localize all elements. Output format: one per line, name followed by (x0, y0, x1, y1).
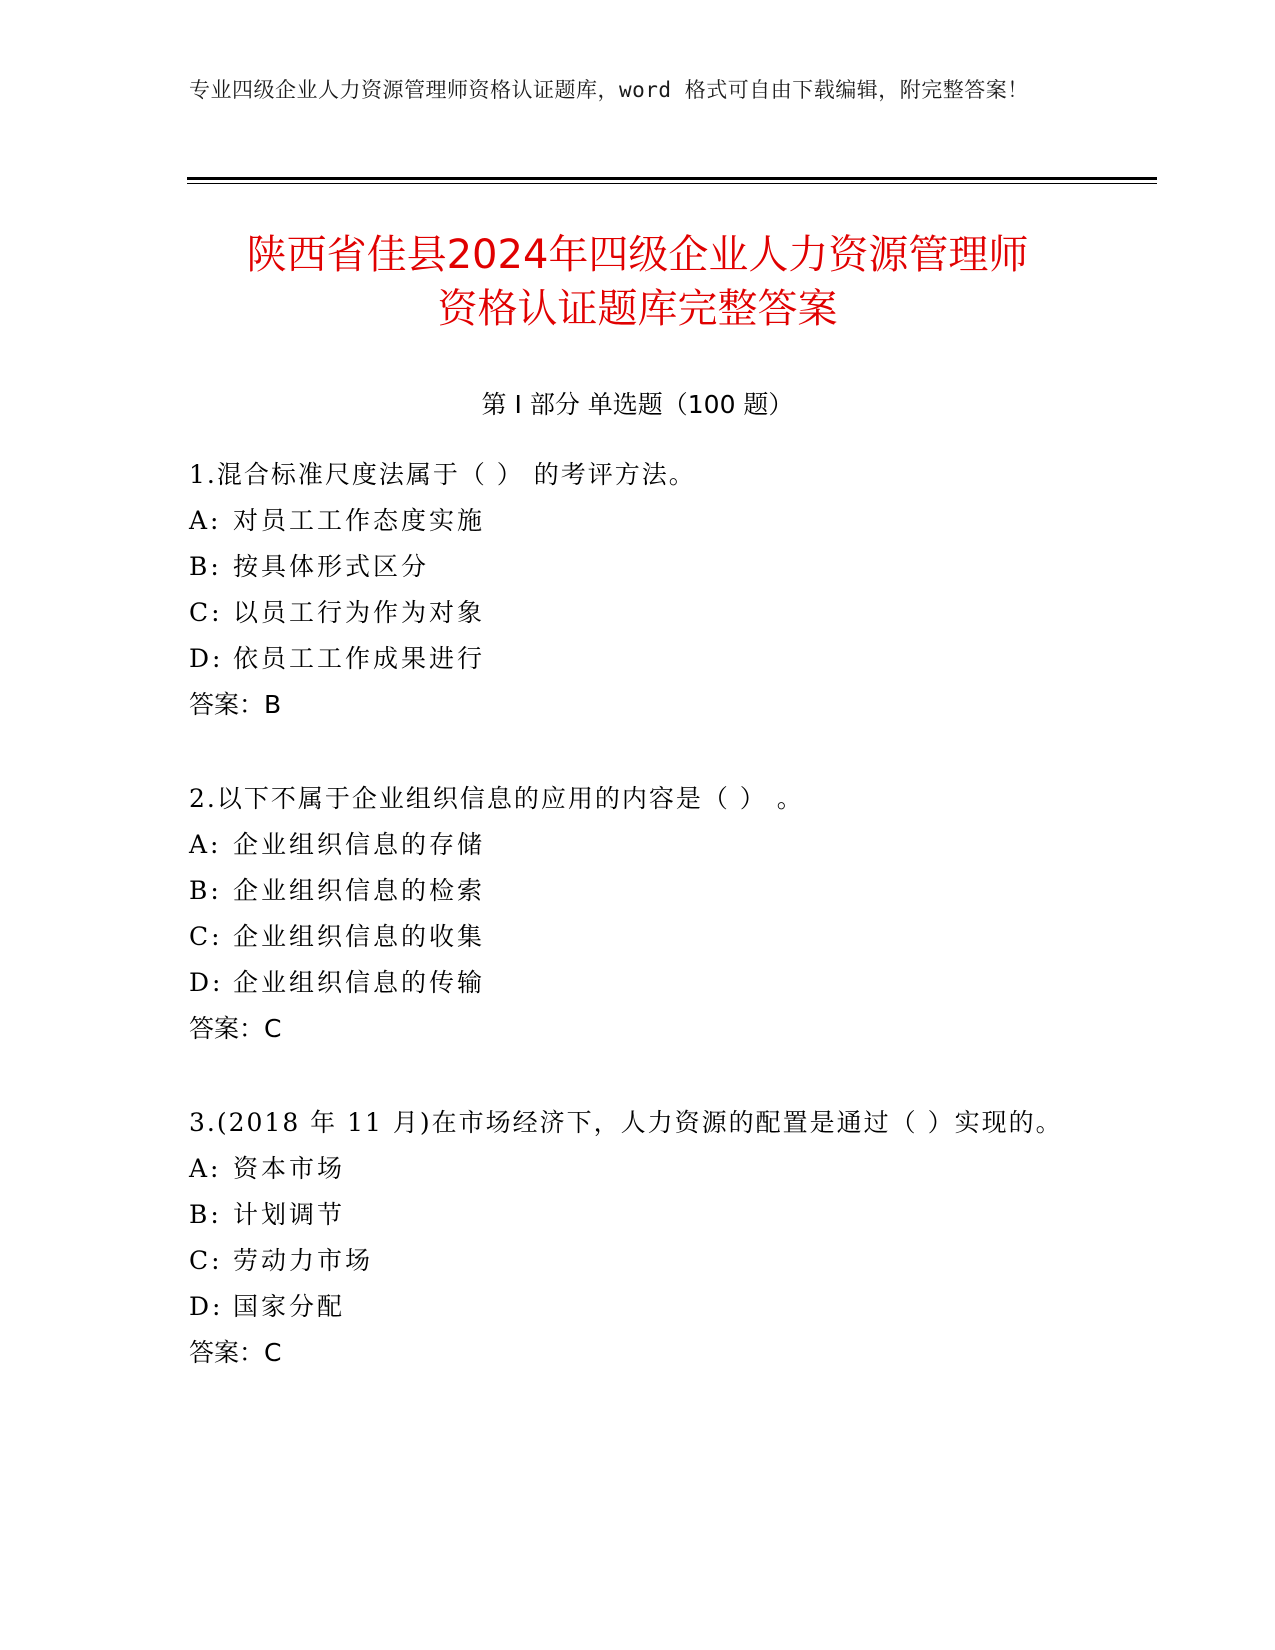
option-letter: B: (189, 552, 222, 581)
section-title: 第 I 部分 单选题（100 题） (481, 390, 794, 419)
option-text: 劳动力市场 (233, 1246, 374, 1275)
option-text: 企业组织信息的检索 (233, 876, 486, 905)
answer: 答案：C (189, 1014, 282, 1043)
option-c (189, 590, 1089, 636)
question-2 (189, 776, 1089, 1052)
question-stem: 2.以下不属于企业组织信息的应用的内容是（ ） 。 (189, 784, 804, 813)
question-1 (189, 452, 1089, 728)
option-text: 企业组织信息的收集 (233, 922, 486, 951)
option-b (189, 868, 1089, 914)
option-text: 国家分配 (233, 1292, 346, 1321)
question-stem: 3.(2018 年 11 月)在市场经济下，人力资源的配置是通过（ ）实现的。 (189, 1108, 1063, 1137)
option-text: 资本市场 (233, 1154, 346, 1183)
option-text: 企业组织信息的传输 (233, 968, 486, 997)
document-title (150, 228, 1125, 336)
header-divider-thin (187, 183, 1157, 184)
option-d (189, 1284, 1089, 1330)
option-b (189, 1192, 1089, 1238)
option-b (189, 544, 1089, 590)
answer: 答案：C (189, 1338, 282, 1367)
option-letter: C: (189, 922, 223, 951)
option-letter: D: (189, 1292, 224, 1321)
option-a (189, 1146, 1089, 1192)
title-line-1: 陕西省佳县2024年四级企业人力资源管理师 (246, 232, 1029, 278)
option-letter: D: (189, 644, 224, 673)
option-letter: C: (189, 1246, 223, 1275)
option-a (189, 498, 1089, 544)
option-letter: C: (189, 598, 223, 627)
question-3 (189, 1100, 1089, 1376)
option-c (189, 914, 1089, 960)
answer: 答案：B (189, 690, 282, 719)
option-text: 依员工工作成果进行 (233, 644, 486, 673)
option-c (189, 1238, 1089, 1284)
header-divider-thick (187, 177, 1157, 180)
option-letter: A: (189, 506, 222, 535)
option-letter: B: (189, 876, 222, 905)
option-text: 企业组织信息的存储 (233, 830, 486, 859)
option-letter: B: (189, 1200, 222, 1229)
option-d (189, 960, 1089, 1006)
option-text: 以员工行为作为对象 (233, 598, 486, 627)
title-line-2: 资格认证题库完整答案 (437, 286, 838, 332)
option-letter: D: (189, 968, 224, 997)
option-a (189, 822, 1089, 868)
option-letter: A: (189, 1154, 222, 1183)
option-letter: A: (189, 830, 222, 859)
option-text: 计划调节 (233, 1200, 346, 1229)
question-stem: 1.混合标准尺度法属于（ ） 的考评方法。 (189, 460, 696, 489)
option-text: 按具体形式区分 (233, 552, 430, 581)
option-text: 对员工工作态度实施 (233, 506, 486, 535)
option-d (189, 636, 1089, 682)
header-note: 专业四级企业人力资源管理师资格认证题库，word 格式可自由下载编辑，附完整答案！ (189, 78, 1029, 102)
